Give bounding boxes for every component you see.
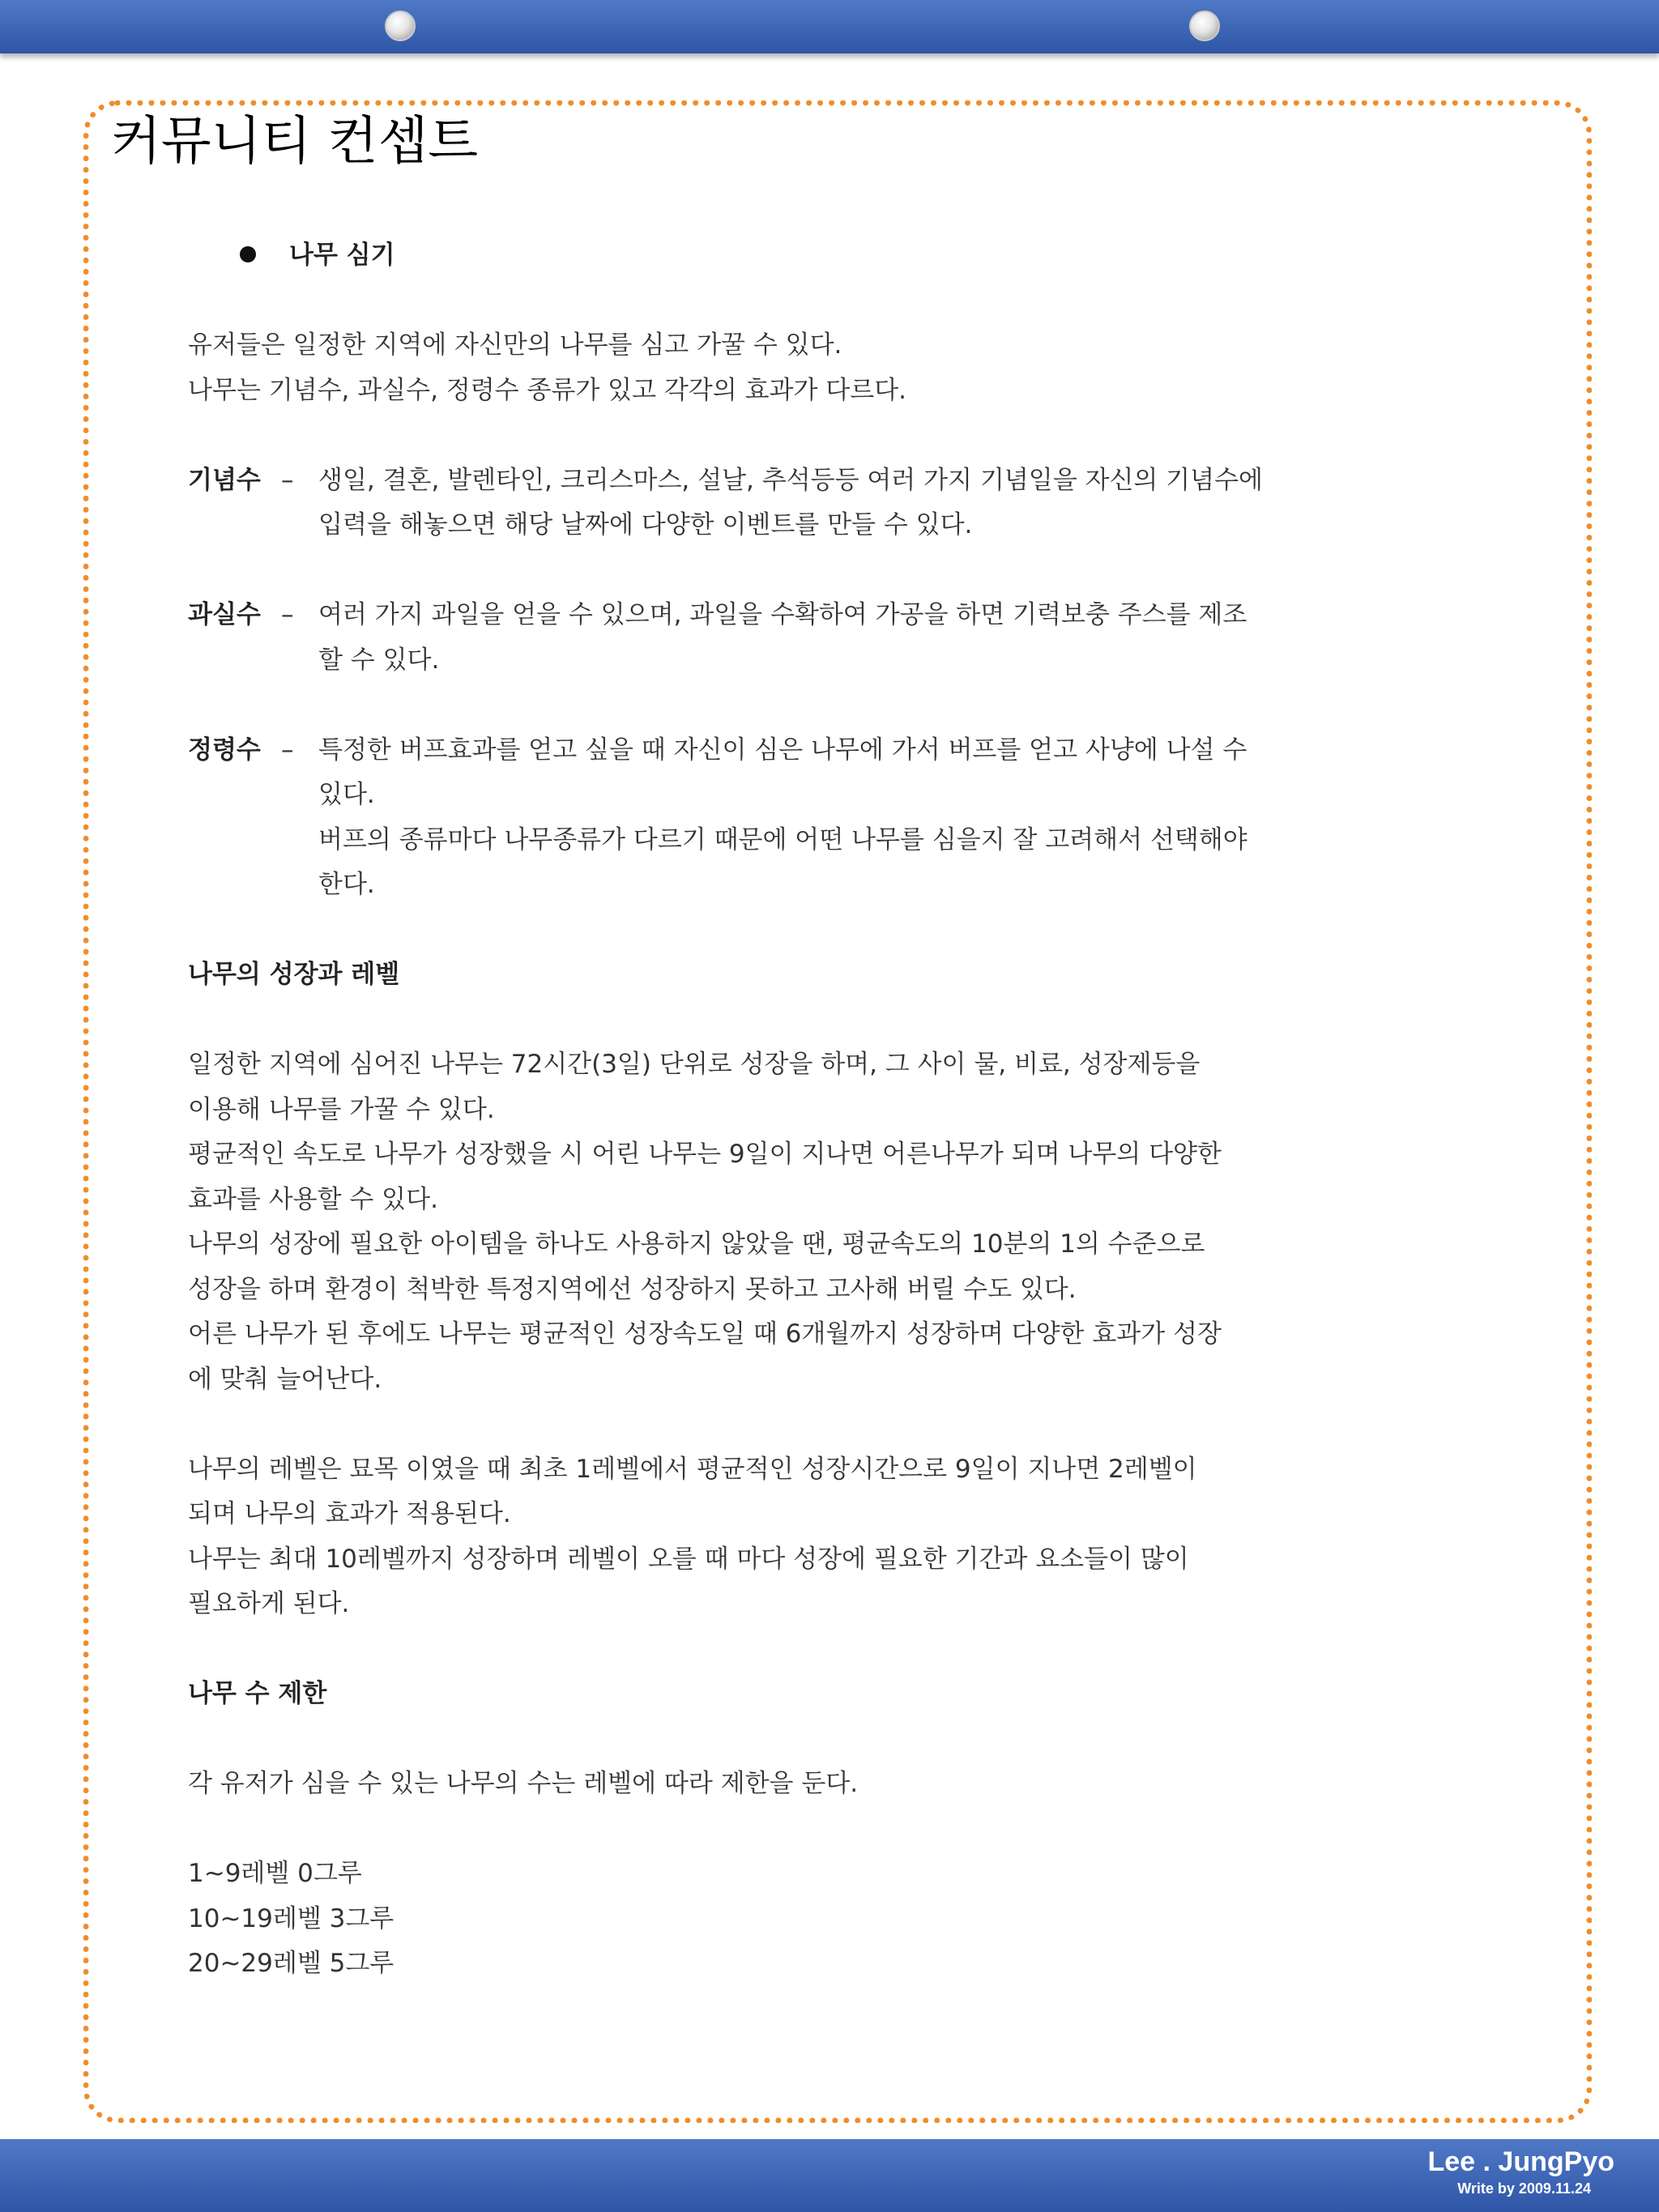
tree-type-dash: –	[281, 600, 294, 629]
description-line: 있다.	[318, 780, 375, 809]
tree-type-memorial	[188, 458, 1371, 548]
bullet-icon	[240, 246, 256, 262]
description-line: 할 수 있다.	[318, 645, 440, 675]
level-line: 되며 나무의 효과가 적용된다.	[188, 1499, 511, 1528]
level-line: 나무의 레벨은 묘목 이였을 때 최초 1레벨에서 평균적인 성장시간으로 9일이 지나면 2레벨이	[188, 1454, 1197, 1484]
limit-heading: 나무 수 제한	[188, 1679, 327, 1708]
growth-line: 평균적인 속도로 나무가 성장했을 시 어린 나무는 9일이 지나면 어른나무가 되며 나무의 다양한	[188, 1140, 1222, 1169]
binder-ring-icon	[385, 11, 416, 41]
section-heading-planting	[188, 233, 1371, 279]
description-line: 여러 가지 과일을 얻을 수 있으며, 과일을 수확하여 가공을 하면 기력보충 주스를 제조	[318, 600, 1247, 629]
tree-type-term: 과실수	[188, 600, 261, 629]
page-title: 커뮤니티 컨셉트	[111, 112, 479, 172]
description-line: 한다.	[318, 870, 375, 899]
description-line: 버프의 종류마다 나무종류가 다르기 때문에 어떤 나무를 심을지 잘 고려해서 선택해야	[318, 825, 1247, 855]
limit-intro: 각 유저가 심을 수 있는 나무의 수는 레벨에 따라 제한을 둔다.	[188, 1769, 859, 1798]
limit-row: 20~29레벨 5그루	[188, 1949, 394, 1978]
tree-type-spirit	[188, 728, 1371, 908]
description-line: 특정한 버프효과를 얻고 싶을 때 자신이 심은 나무에 가서 버프를 얻고 사냥에 나설 수	[318, 735, 1247, 765]
description-line: 입력을 해놓으면 해당 날짜에 다양한 이벤트를 만들 수 있다.	[318, 510, 973, 539]
growth-line: 일정한 지역에 심어진 나무는 72시간(3일) 단위로 성장을 하며, 그 사이 물, 비료, 성장제등을	[188, 1050, 1201, 1079]
intro-line: 나무는 기념수, 과실수, 정령수 종류가 있고 각각의 효과가 다르다.	[188, 375, 906, 405]
document-body	[188, 233, 1371, 1987]
binder-ring-icon	[1189, 11, 1220, 41]
tree-type-dash: –	[281, 735, 294, 765]
intro-line: 유저들은 일정한 지역에 자신만의 나무를 심고 가꿀 수 있다.	[188, 330, 842, 360]
footer-bar	[0, 2139, 1659, 2212]
growth-line: 어른 나무가 된 후에도 나무는 평균적인 성장속도일 때 6개월까지 성장하며 다양한 효과가 성장	[188, 1319, 1222, 1349]
growth-heading: 나무의 성장과 레벨	[188, 960, 400, 989]
footer-author: Lee . JungPyo	[1427, 2146, 1614, 2177]
top-header-bar	[0, 0, 1659, 53]
footer-date: Write by 2009.11.24	[1457, 2180, 1591, 2197]
tree-type-description	[318, 728, 1371, 908]
limit-row: 10~19레벨 3그루	[188, 1903, 394, 1933]
tree-type-term: 기념수	[188, 465, 261, 495]
tree-type-description	[318, 593, 1371, 683]
level-line: 나무는 최대 10레벨까지 성장하며 레벨이 오를 때 마다 성장에 필요한 기간과 요소들이 많이	[188, 1544, 1189, 1574]
section-heading-text: 나무 심기	[289, 241, 395, 270]
level-line: 필요하게 된다.	[188, 1589, 350, 1618]
tree-type-description	[318, 458, 1371, 548]
tree-type-dash: –	[281, 465, 294, 495]
tree-type-term: 정령수	[188, 735, 261, 765]
growth-line: 효과를 사용할 수 있다.	[188, 1184, 438, 1214]
growth-line: 성장을 하며 환경이 척박한 특정지역에선 성장하지 못하고 고사해 버릴 수도 있다.	[188, 1274, 1077, 1304]
growth-line: 에 맞춰 늘어난다.	[188, 1364, 382, 1394]
growth-line: 나무의 성장에 필요한 아이템을 하나도 사용하지 않았을 땐, 평균속도의 10분의 1의 수준으로	[188, 1230, 1205, 1259]
limit-row: 1~9레벨 0그루	[188, 1859, 362, 1888]
tree-type-fruit	[188, 593, 1371, 683]
description-line: 생일, 결혼, 발렌타인, 크리스마스, 설날, 추석등등 여러 가지 기념일을 자신의 기념수에	[318, 465, 1263, 495]
growth-line: 이용해 나무를 가꿀 수 있다.	[188, 1094, 495, 1124]
